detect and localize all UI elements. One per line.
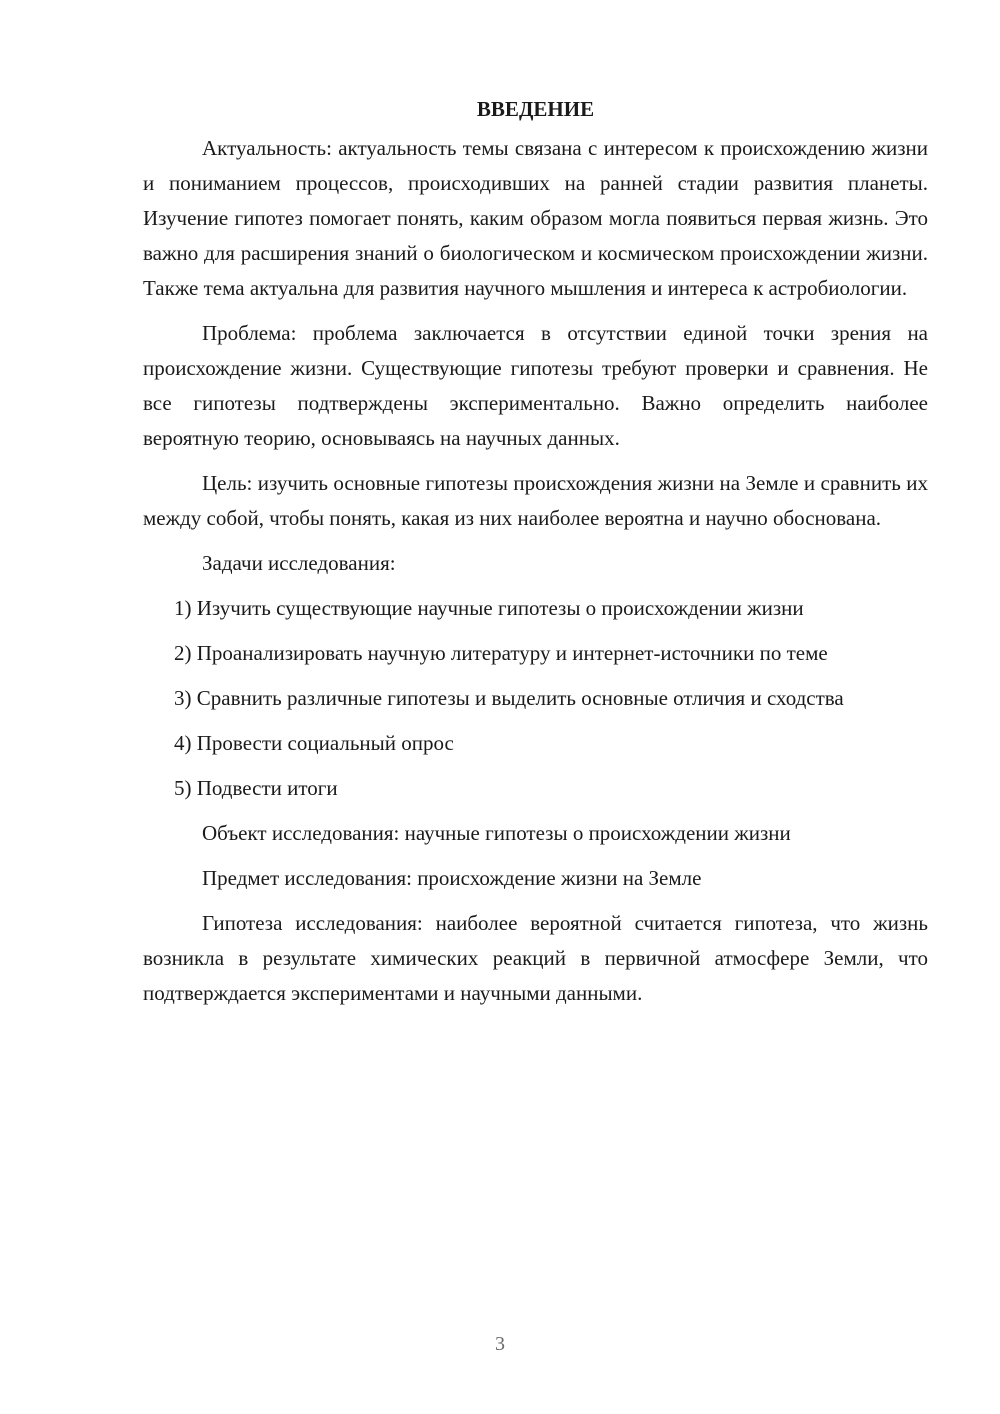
page-title: ВВЕДЕНИЕ [476,97,595,121]
task-item-2: 2) Проанализировать научную литературу и интернет-источники по теме [174,641,828,665]
relevance-paragraph: Актуальность: актуальность темы связана с интересом к происхождению жизни и пониманием процессов, происходивших на ранней стадии развития планеты. Изучение гипотез помогает понять, каким образом могла появиться первая жизнь. Это важно для расширения знаний о биологическом и космическом происхождении жизни. Также тема актуальна для развития научного мышления и интереса к астробиологии. [143,136,928,300]
task-item-5: 5) Подвести итоги [174,776,338,800]
task-item-4: 4) Провести социальный опрос [174,731,454,755]
document-page [143,92,928,1021]
problem-paragraph: Проблема: проблема заключается в отсутствии единой точки зрения на происхождение жизни. Существующие гипотезы требуют проверки и сравнения. Не все гипотезы подтверждены экспериментально. Важно определить наиболее вероятную теорию, основываясь на научных данных. [143,321,928,450]
task-item-3: 3) Сравнить различные гипотезы и выделить основные отличия и сходства [174,686,844,710]
research-object: Объект исследования: научные гипотезы о происхождении жизни [202,821,791,845]
research-subject: Предмет исследования: происхождение жизни на Земле [202,866,702,890]
research-hypothesis: Гипотеза исследования: наиболее вероятной считается гипотеза, что жизнь возникла в результате химических реакций в первичной атмосфере Земли, что подтверждается экспериментами и научными данными. [143,911,928,1005]
tasks-heading: Задачи исследования: [202,551,396,575]
page-number: 3 [495,1333,505,1355]
goal-paragraph: Цель: изучить основные гипотезы происхождения жизни на Земле и сравнить их между собой, чтобы понять, какая из них наиболее вероятна и научно обоснована. [143,471,928,530]
task-item-1: 1) Изучить существующие научные гипотезы о происхождении жизни [174,596,804,620]
